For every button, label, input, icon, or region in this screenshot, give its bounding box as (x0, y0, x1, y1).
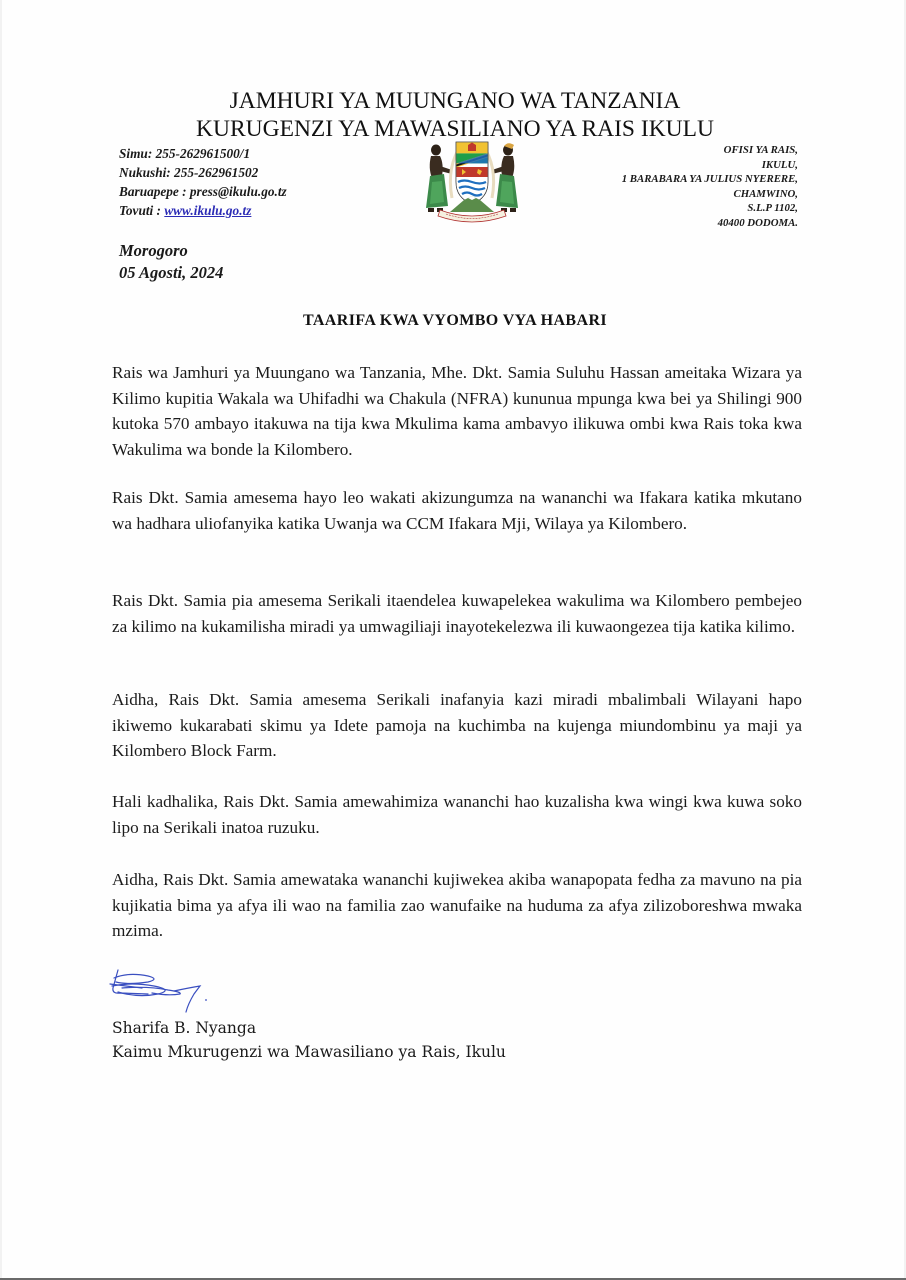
document-title: TAARIFA KWA VYOMBO VYA HABARI (302, 312, 608, 329)
letterhead-line-1: JAMHURI YA MUUNGANO WA TANZANIA (229, 88, 681, 114)
paragraph: Rais Dkt. Samia amesema hayo leo wakati akizungumza na wananchi wa Ifakara katika mkutano wa hadhara uliofanyika katika Uwanja wa CCM Ifakara Mji, Wilaya ya Kilombero. (112, 488, 802, 533)
email-address: Baruapepe : press@ikulu.go.tz (119, 184, 287, 199)
address-line: S.L.P 1102, (747, 202, 798, 215)
address-line: IKULU, (761, 158, 798, 171)
letter-page (2, 0, 904, 1278)
signer-block (112, 1016, 506, 1064)
contact-block (119, 144, 287, 220)
paragraph: Hali kadhalika, Rais Dkt. Samia amewahimiza wananchi hao kuzalisha kwa wingi kwa kuwa soko lipo na Serikali inatoa ruzuku. (112, 792, 802, 837)
signer-position: Kaimu Mkurugenzi wa Mawasiliano ya Rais, Ikulu (112, 1043, 506, 1061)
address-line: OFISI YA RAIS, (723, 144, 798, 156)
fax-number: Nukushi: 255-262961502 (119, 165, 259, 180)
address-line: 40400 DODOMA. (717, 216, 798, 229)
letterhead-line-2: KURUGENZI YA MAWASILIANO YA RAIS IKULU (196, 116, 714, 142)
right-supporter-figure (492, 143, 518, 212)
paragraph: Aidha, Rais Dkt. Samia amesema Serikali inafanyia kazi miradi mbalimbali Wilayani hapo ikiwemo kukarabati skimu ya Idete pamoja na kuchimba na kujenga miundombinu ya maji ya Kilombero Block Farm. (112, 690, 802, 761)
place-date-block (119, 240, 223, 284)
paragraph: Rais wa Jamhuri ya Muungano wa Tanzania, Mhe. Dkt. Samia Suluhu Hassan ameitaka Wizara ya Kilimo kupitia Wakala wa Uhifadhi wa Chakula (NFRA) kununua mpunga kwa bei ya Shilingi 900 kutoka 570 ambayo itakuwa na tija kwa Mkulima kama ambavyo ilikuwa ombi kwa Rais toka kwa Wakulima wa bonde la Kilombero. (112, 363, 802, 460)
website-row (119, 201, 287, 220)
address-line: CHAMWINO, (733, 187, 798, 200)
coat-of-arms-icon (422, 136, 522, 224)
handwritten-signature (108, 966, 212, 1016)
shield (456, 142, 488, 204)
left-supporter-figure (426, 145, 452, 213)
website-link[interactable]: www.ikulu.go.tz (164, 203, 252, 218)
place: Morogoro (119, 241, 188, 260)
phone-number: Simu: 255-262961500/1 (119, 146, 251, 161)
paragraph: Rais Dkt. Samia pia amesema Serikali itaendelea kuwapelekea wakulima wa Kilombero pembejeo za kilimo na kukamilisha miradi ya umwagiliaji inayotekelezwa ili kuwaongezea tija katika kilimo. (112, 591, 802, 636)
signer-name: Sharifa B. Nyanga (112, 1019, 257, 1037)
paragraph: Aidha, Rais Dkt. Samia amewataka wananchi kujiwekea akiba wanapopata fedha za mavuno na pia kujikatia bima ya afya ili wao na familia zao wanufaike na huduma za afya zilizoboreshwa mwaka mzima. (112, 870, 802, 941)
address-block (622, 143, 798, 231)
website-label: Tovuti : (119, 203, 165, 218)
date: 05 Agosti, 2024 (119, 263, 224, 282)
address-line: 1 BARABARA YA JULIUS NYERERE, (621, 173, 798, 186)
